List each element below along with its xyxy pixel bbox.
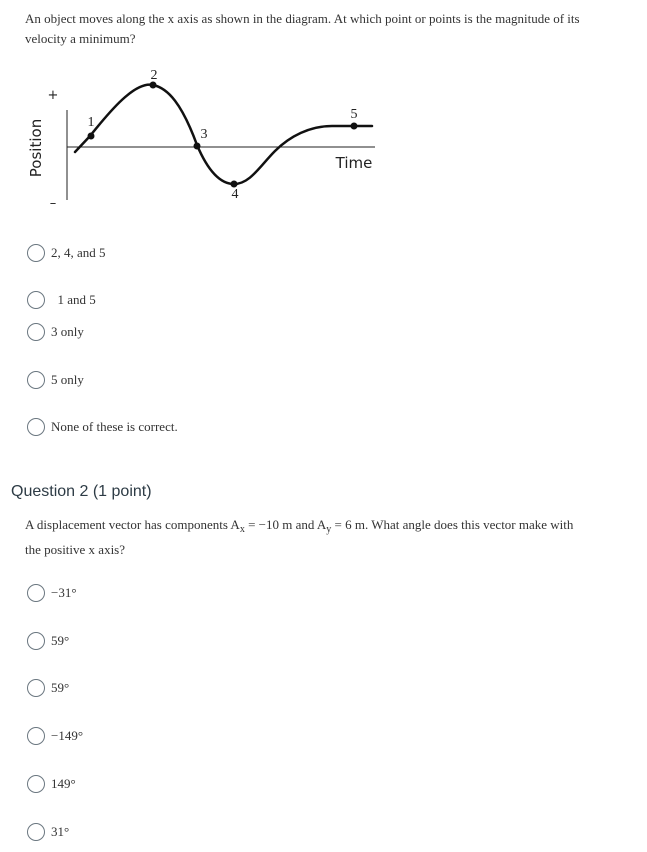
q2-option-6-label: 31° [51, 824, 70, 839]
q1-option-1[interactable] [27, 243, 106, 263]
question-1-prompt-line-1: An object moves along the x axis as shown in the diagram. At which point or points is the magnitude of its [25, 11, 580, 26]
q1-option-4[interactable] [27, 370, 84, 390]
position-time-diagram [20, 66, 390, 216]
subscript-x: x [239, 524, 245, 535]
q2-option-3[interactable] [27, 678, 69, 698]
radio-circle-icon[interactable] [27, 244, 45, 262]
q2-option-5[interactable] [27, 774, 76, 794]
q2-option-1[interactable] [27, 583, 77, 603]
q2-option-5-label: 149° [51, 776, 76, 791]
q2-option-4[interactable] [27, 726, 83, 746]
radio-circle-icon[interactable] [27, 371, 45, 389]
question-2-prompt-line-1 [25, 515, 625, 540]
question-2-prompt [25, 515, 625, 560]
y-plus-label: + [47, 88, 59, 103]
question-2-heading [11, 483, 152, 501]
q1-option-3-label: 3 only [51, 324, 84, 339]
q1-option-2[interactable] [27, 290, 96, 310]
q2-option-4-label: −149° [51, 728, 84, 743]
position-axis-label: Position [27, 118, 45, 178]
radio-circle-icon[interactable] [27, 632, 45, 650]
radio-circle-icon[interactable] [27, 584, 45, 602]
q2-option-6[interactable] [27, 822, 69, 842]
radio-circle-icon[interactable] [27, 418, 45, 436]
point-1-label: 1 [87, 115, 95, 130]
q2-option-2[interactable] [27, 631, 69, 651]
q2-option-2-label: 59° [51, 633, 70, 648]
y-minus-label: – [49, 196, 57, 211]
q1-option-5-label: None of these is correct. [51, 419, 178, 434]
question-2-points: (1 point) [92, 483, 152, 500]
q1-option-2-label: 1 and 5 [51, 292, 96, 307]
subscript-y: y [326, 524, 332, 535]
question-2-title: Question 2 [11, 483, 89, 500]
question-2-prompt-line-2: the positive x axis? [25, 542, 126, 557]
point-3-label: 3 [200, 127, 208, 142]
q1-option-5[interactable] [27, 417, 178, 437]
q1-option-4-label: 5 only [51, 372, 84, 387]
point-5-marker [351, 123, 358, 130]
radio-circle-icon[interactable] [27, 291, 45, 309]
question-1-prompt [25, 9, 625, 49]
point-1-marker [88, 133, 95, 140]
point-5-label: 5 [350, 107, 358, 122]
question-1-prompt-line-2: velocity a minimum? [25, 31, 136, 46]
position-curve [75, 85, 372, 184]
radio-circle-icon[interactable] [27, 679, 45, 697]
point-3-marker [194, 143, 201, 150]
prompt-part-3: = 6 m. What angle does this vector make with [331, 517, 574, 532]
radio-circle-icon[interactable] [27, 727, 45, 745]
prompt-part-1: A displacement vector has components A [25, 517, 240, 532]
q2-option-3-label: 59° [51, 680, 70, 695]
point-4-label: 4 [231, 187, 239, 202]
q1-option-1-label: 2, 4, and 5 [51, 245, 106, 260]
radio-circle-icon[interactable] [27, 323, 45, 341]
q2-option-1-label: −31° [51, 585, 77, 600]
radio-circle-icon[interactable] [27, 775, 45, 793]
q1-option-3[interactable] [27, 322, 84, 342]
point-2-label: 2 [150, 68, 158, 83]
prompt-part-2: = −10 m and A [244, 517, 327, 532]
time-axis-label: Time [335, 154, 373, 172]
radio-circle-icon[interactable] [27, 823, 45, 841]
